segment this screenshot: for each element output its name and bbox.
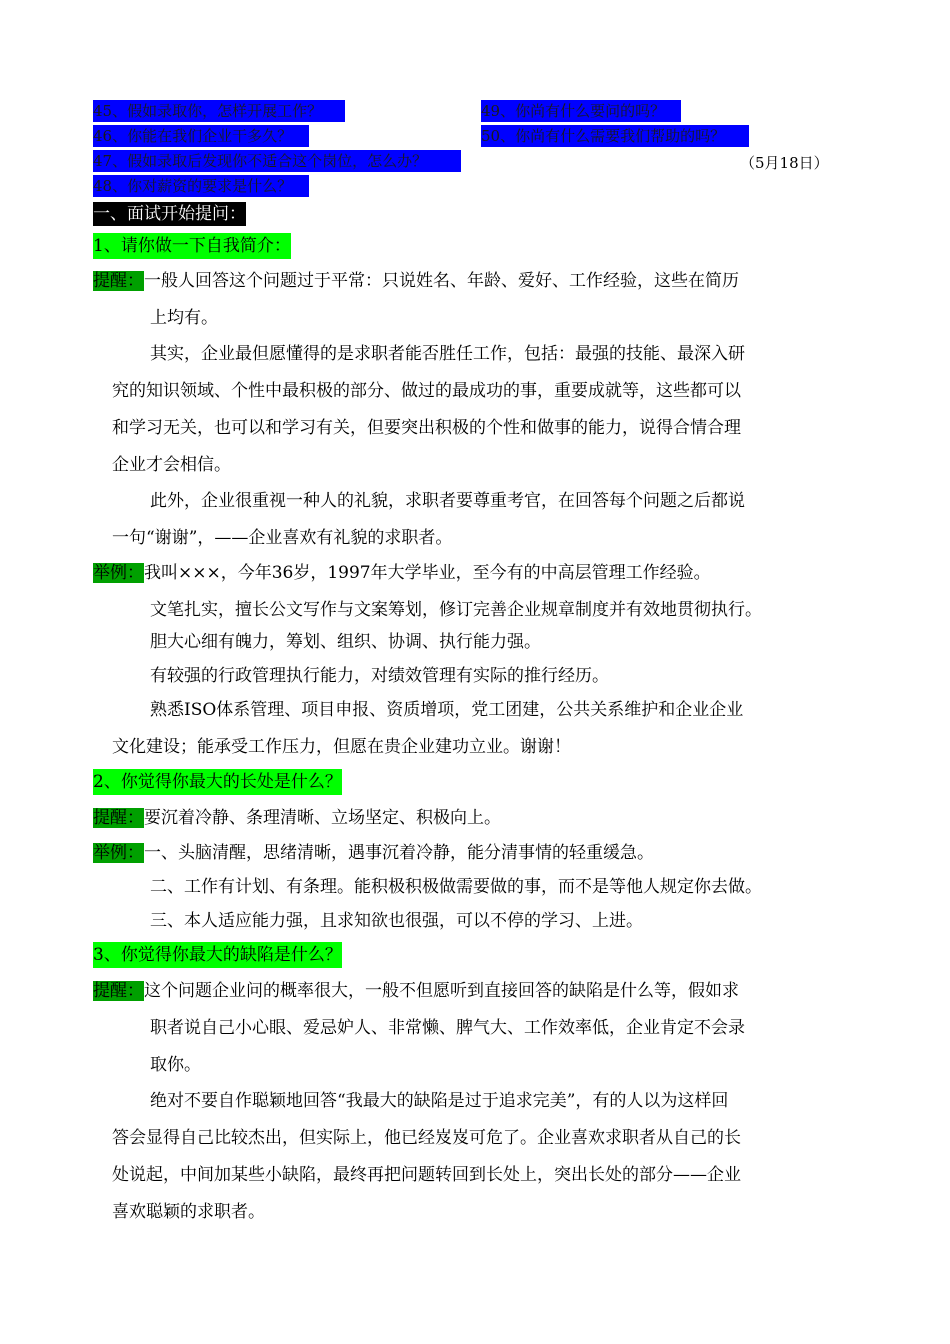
example-line: 胆大心细有魄力，筹划、组织、协调、执行能力强。 [150, 632, 541, 652]
top-question-line [481, 125, 749, 147]
paragraph-line: 处说起，中间加某些小缺陷，最终再把问题转回到长处上，突出长处的部分——企业 [112, 1165, 741, 1185]
question-48: 48、你对薪资的要求是什么？ [93, 175, 309, 197]
paragraph-line: 一句“谢谢”，——企业喜欢有礼貌的求职者。 [112, 528, 453, 548]
tip-label: 提醒： [93, 271, 144, 291]
example-line: 文笔扎实，擅长公文写作与文案筹划，修订完善企业规章制度并有效地贯彻执行。 [150, 600, 762, 620]
paragraph-line: 究的知识领域、个性中最积极的部分、做过的最成功的事，重要成就等，这些都可以 [112, 381, 741, 401]
example-label: 举例： [93, 563, 144, 583]
example-line: 二、工作有计划、有条理。能积极积极做需要做的事，而不是等他人规定你去做。 [150, 877, 762, 897]
top-question-line [93, 125, 309, 147]
example-line: 熟悉ISO体系管理、项目申报、资质增项，党工团建，公共关系维护和企业企业 [150, 700, 744, 720]
tip-label: 提醒： [93, 981, 144, 1001]
q1-tip-line2: 上均有。 [150, 308, 218, 328]
q2-example-line1: 举例：一、头脑清醒，思绪清晰，遇事沉着冷静，能分清事情的轻重缓急。 [93, 843, 654, 863]
question-49: 49、你尚有什么要问的吗？ [481, 100, 681, 122]
example-line: 三、本人适应能力强，且求知欲也很强，可以不停的学习、上进。 [150, 911, 643, 931]
tip-label: 提醒： [93, 808, 144, 828]
question-46: 46、你能在我们企业干多久？ [93, 125, 309, 147]
paragraph-line: 其实，企业最但愿懂得的是求职者能否胜任工作，包括：最强的技能、最深入研 [150, 344, 745, 364]
paragraph-line: 企业才会相信。 [112, 455, 231, 475]
example-label: 举例： [93, 843, 144, 863]
section-title: 一、面试开始提问： [93, 204, 246, 224]
question-1-title: 1、请你做一下自我简介： [93, 233, 291, 259]
top-question-line [481, 100, 681, 122]
example-line: 有较强的行政管理执行能力，对绩效管理有实际的推行经历。 [150, 666, 609, 686]
top-question-line [93, 100, 345, 122]
q2-tip-line1: 提醒：要沉着冷静、条理清晰、立场坚定、积极向上。 [93, 808, 501, 828]
example-line: 文化建设；能承受工作压力，但愿在贵企业建功立业。谢谢！ [112, 737, 571, 757]
question-45: 45、假如录取你，怎样开展工作？ [93, 100, 345, 122]
paragraph-line: 喜欢聪颖的求职者。 [112, 1202, 265, 1222]
question-2-title: 2、你觉得你最大的长处是什么？ [93, 769, 342, 795]
paragraph-line: 绝对不要自作聪颖地回答“我最大的缺陷是过于追求完美”，有的人以为这样回 [150, 1091, 729, 1111]
top-question-line [93, 150, 461, 172]
paragraph-line: 此外，企业很重视一种人的礼貌，求职者要尊重考官，在回答每个问题之后都说 [150, 491, 745, 511]
paragraph-line: 答会显得自己比较杰出，但实际上，他已经岌岌可危了。企业喜欢求职者从自己的长 [112, 1128, 741, 1148]
q1-tip-line1: 提醒：一般人回答这个问题过于平常：只说姓名、年龄、爱好、工作经验，这些在简历 [93, 271, 739, 291]
question-50: 50、你尚有什么需要我们帮助的吗？ [481, 125, 749, 147]
paragraph-line: 和学习无关，也可以和学习有关，但要突出积极的个性和做事的能力，说得合情合理 [112, 418, 741, 438]
paragraph-line: 取你。 [150, 1055, 201, 1075]
paragraph-line: 职者说自己小心眼、爱忌妒人、非常懒、脾气大、工作效率低，企业肯定不会录 [150, 1018, 745, 1038]
question-3-title: 3、你觉得你最大的缺陷是什么？ [93, 942, 342, 968]
q1-example-line1: 举例：我叫×××，今年36岁，1997年大学毕业，至今有的中高层管理工作经验。 [93, 563, 711, 583]
question-47: 47、假如录取后发现你不适合这个岗位，怎么办？ [93, 150, 461, 172]
date-label: （5月18日） [740, 154, 829, 172]
q3-tip-line1: 提醒：这个问题企业问的概率很大，一般不但愿听到直接回答的缺陷是什么等，假如求 [93, 981, 739, 1001]
top-question-line [93, 175, 309, 197]
